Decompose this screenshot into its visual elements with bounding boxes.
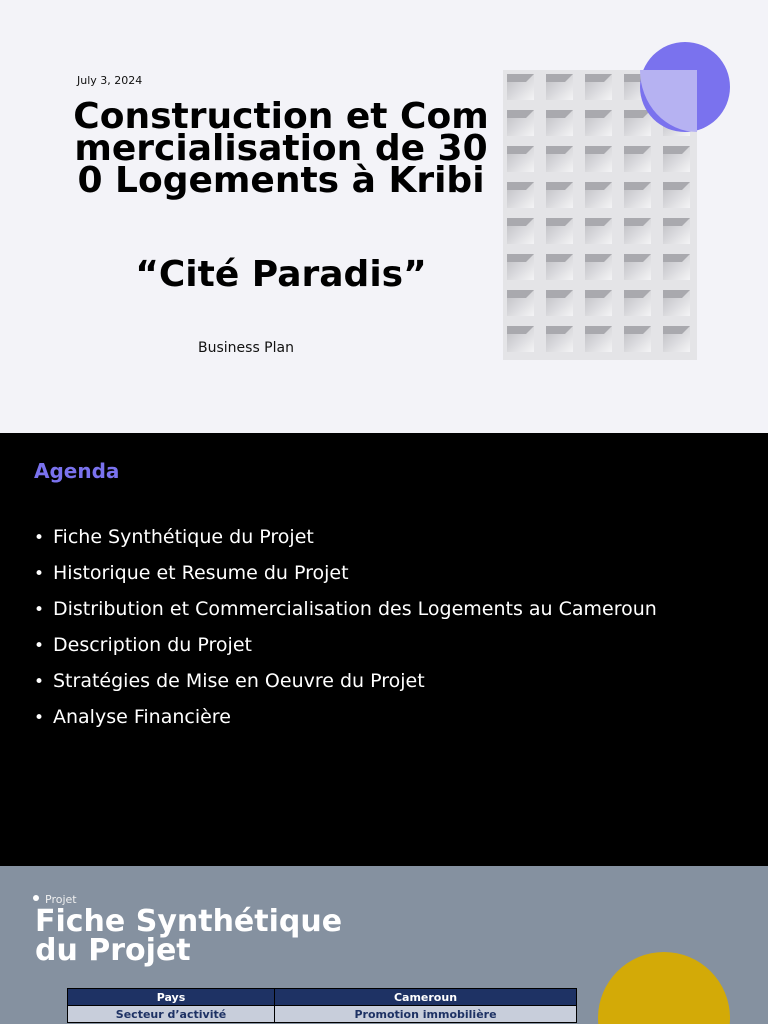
table-cell-label: Pays [68,989,275,1006]
cover-slide [0,0,768,433]
cover-subtitle: “Cité Paradis” [135,254,427,295]
project-summary-table [67,988,577,1023]
bullet-icon: • [34,564,45,584]
table-cell-value: Promotion immobilière [275,1006,577,1023]
agenda-item: • Stratégies de Mise en Oeuvre du Projet [34,666,657,702]
bullet-icon: • [34,672,45,692]
agenda-item: • Historique et Resume du Projet [34,558,657,594]
agenda-heading: Agenda [34,459,120,483]
cover-document-type: Business Plan [198,340,294,356]
agenda-item: • Description du Projet [34,630,657,666]
agenda-slide [0,433,768,866]
bullet-icon: • [34,600,45,620]
decorative-yellow-circle [598,952,730,1024]
agenda-list [34,522,657,738]
cover-date: July 3, 2024 [77,74,143,87]
fiche-slide [0,866,768,1024]
breadcrumb: Projet [33,893,77,906]
table-cell-label: Secteur d’activité [68,1006,275,1023]
agenda-item: • Distribution et Commercialisation des Logements au Cameroun [34,594,657,630]
dot-icon [33,895,39,901]
fiche-title: Fiche Synthétique du Projet [35,904,343,968]
table-row [68,1006,577,1023]
bullet-icon: • [34,528,45,548]
agenda-item: • Fiche Synthétique du Projet [34,522,657,558]
bullet-icon: • [34,708,45,728]
agenda-item: • Analyse Financière [34,702,657,738]
bullet-icon: • [34,636,45,656]
table-row [68,989,577,1006]
cover-title: Construction et Commercialisation de 300 Logements à Kribi [73,96,489,201]
table-cell-value: Cameroun [275,989,577,1006]
